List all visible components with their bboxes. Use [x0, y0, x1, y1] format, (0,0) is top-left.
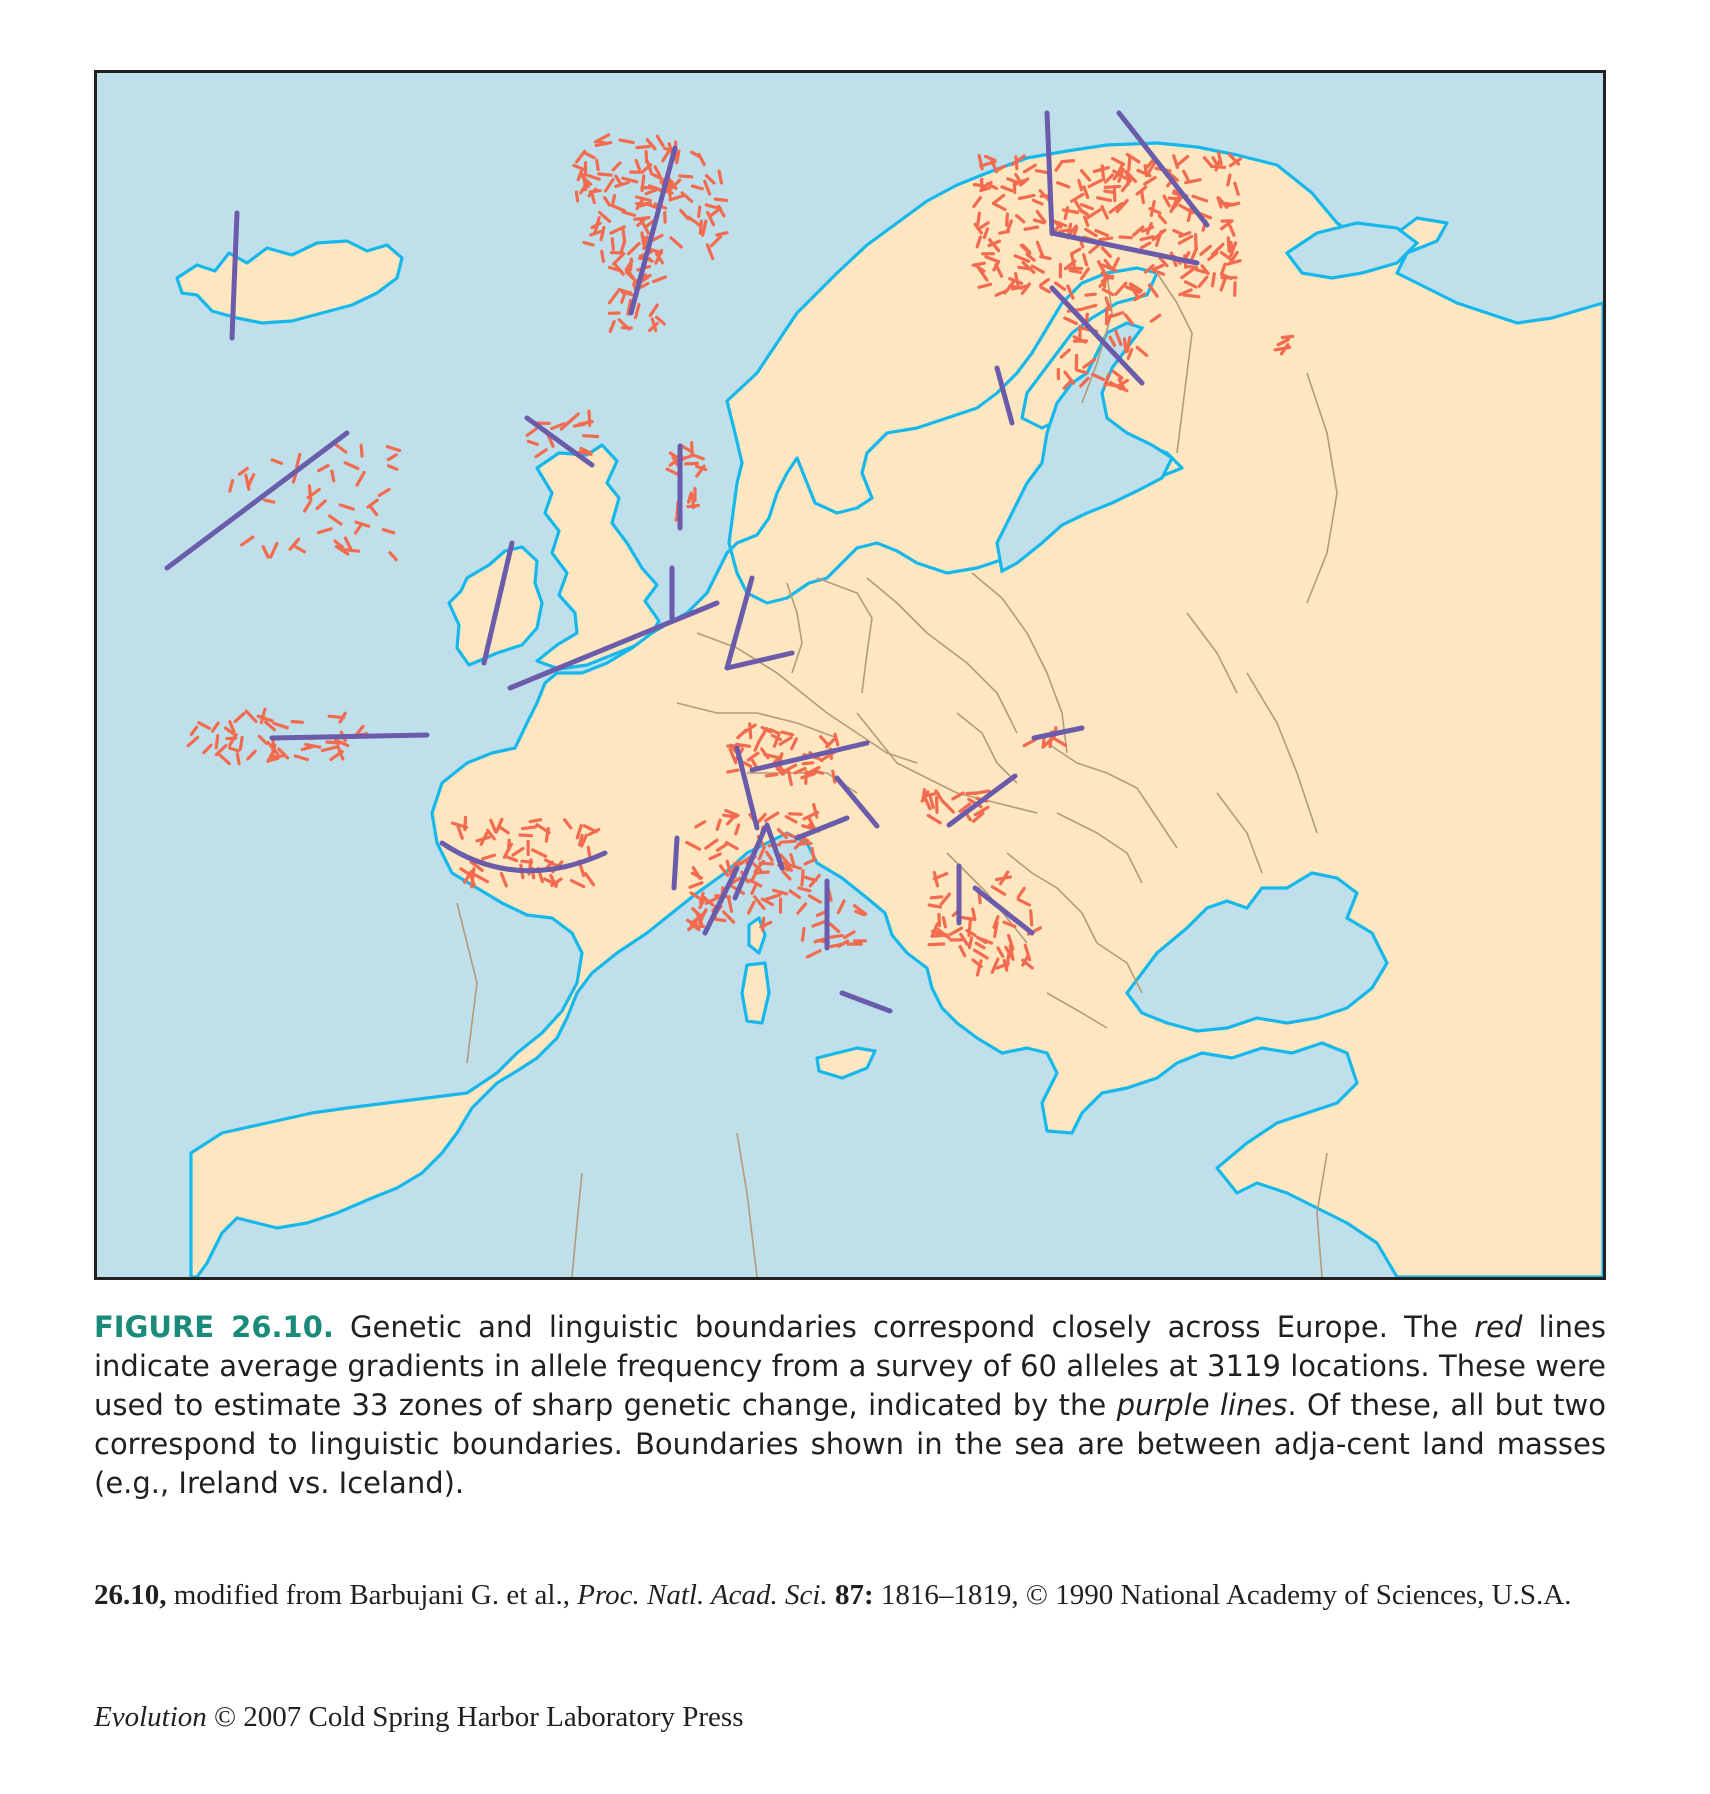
allele-gradient-dash [330, 516, 341, 524]
allele-gradient-dash [703, 221, 706, 235]
allele-gradient-dash [584, 153, 594, 158]
allele-gradient-dash [248, 475, 254, 487]
allele-gradient-dash [345, 463, 358, 469]
allele-gradient-dash [1228, 175, 1230, 185]
allele-gradient-dash [530, 820, 541, 822]
allele-gradient-dash [657, 136, 663, 145]
allele-gradient-dash [799, 888, 810, 891]
allele-gradient-dash [305, 503, 310, 511]
credit-figure-ref: 26.10, [94, 1579, 167, 1611]
allele-gradient-dash [296, 547, 305, 552]
genetic-boundary-line [272, 735, 427, 738]
allele-gradient-dash [799, 843, 811, 844]
allele-gradient-dash [390, 553, 396, 560]
allele-gradient-dash [749, 902, 755, 913]
allele-gradient-dash [653, 235, 662, 240]
allele-gradient-dash [263, 547, 268, 557]
allele-gradient-dash [612, 206, 624, 211]
allele-gradient-dash [803, 929, 805, 941]
allele-gradient-dash [297, 454, 300, 467]
allele-gradient-dash [1120, 237, 1131, 238]
allele-gradient-dash [724, 815, 736, 817]
allele-gradient-dash [199, 723, 210, 729]
allele-gradient-dash [606, 180, 613, 191]
caption-text-2: lines indicate average gradients in allele frequency from a survey of 60 alleles at 3119 locations. These were used to estimate 33 zones of sharp genetic change, indicated by the [94, 1310, 1606, 1422]
allele-gradient-dash [705, 181, 710, 194]
allele-gradient-dash [752, 871, 757, 881]
allele-gradient-dash [230, 481, 233, 492]
allele-gradient-dash [646, 189, 659, 194]
allele-gradient-dash [1060, 230, 1070, 232]
allele-gradient-dash [613, 163, 620, 170]
allele-gradient-dash [332, 471, 334, 481]
allele-gradient-dash [612, 239, 613, 249]
allele-gradient-dash [967, 793, 977, 794]
allele-gradient-dash [692, 186, 702, 189]
allele-gradient-dash [509, 840, 510, 849]
allele-gradient-dash [833, 771, 835, 782]
allele-gradient-dash [750, 724, 751, 738]
genetic-boundary-line [842, 993, 890, 1011]
allele-gradient-dash [1031, 911, 1032, 925]
allele-gradient-dash [692, 443, 693, 454]
allele-gradient-dash [1070, 271, 1080, 273]
allele-gradient-dash [737, 744, 750, 746]
credit-text-1: modified from Barbujani G. et al., [166, 1579, 578, 1611]
allele-gradient-dash [637, 204, 651, 205]
allele-gradient-dash [781, 841, 795, 842]
allele-gradient-dash [389, 466, 397, 470]
allele-gradient-dash [614, 254, 624, 264]
allele-gradient-dash [271, 544, 277, 558]
allele-gradient-dash [388, 455, 396, 460]
allele-gradient-dash [329, 716, 344, 717]
europe-map [94, 70, 1606, 1280]
figure-label: FIGURE 26.10. [94, 1310, 334, 1344]
allele-gradient-dash [845, 932, 855, 938]
allele-gradient-dash [943, 918, 945, 927]
allele-gradient-dash [766, 775, 776, 776]
allele-gradient-dash [387, 447, 399, 451]
allele-gradient-dash [929, 905, 940, 907]
allele-gradient-dash [240, 738, 242, 750]
allele-gradient-dash [230, 748, 239, 751]
allele-gradient-dash [584, 436, 598, 437]
allele-gradient-dash [240, 469, 248, 475]
allele-gradient-dash [1062, 161, 1074, 162]
allele-gradient-dash [1007, 952, 1009, 966]
allele-gradient-dash [839, 941, 848, 946]
allele-gradient-dash [605, 198, 610, 206]
credit-text-2: 1816–1819, © 1990 National Academy of Sciences, U.S.A. [873, 1579, 1572, 1611]
allele-gradient-dash [1100, 238, 1112, 240]
allele-gradient-dash [636, 305, 640, 318]
allele-gradient-dash [302, 747, 313, 750]
allele-gradient-dash [1068, 268, 1081, 269]
allele-gradient-dash [213, 723, 219, 731]
allele-gradient-dash [568, 414, 578, 423]
allele-gradient-dash [803, 763, 812, 764]
allele-gradient-dash [694, 455, 704, 459]
book-title: Evolution [94, 1701, 207, 1733]
allele-gradient-dash [790, 814, 802, 815]
allele-gradient-dash [368, 500, 377, 507]
allele-gradient-dash [783, 872, 790, 879]
allele-gradient-dash [295, 756, 307, 760]
source-credit [94, 1575, 1606, 1616]
allele-gradient-dash [719, 171, 721, 183]
allele-gradient-dash [680, 176, 692, 177]
allele-gradient-dash [804, 877, 816, 880]
allele-gradient-dash [1169, 198, 1180, 199]
allele-gradient-dash [520, 835, 532, 836]
allele-gradient-dash [791, 855, 794, 865]
allele-gradient-dash [1129, 156, 1130, 170]
genetic-boundary-line [167, 433, 347, 568]
allele-gradient-dash [309, 486, 310, 501]
allele-gradient-dash [191, 727, 196, 734]
allele-gradient-dash [1225, 203, 1234, 204]
allele-gradient-dash [345, 550, 359, 552]
allele-gradient-dash [729, 898, 732, 912]
allele-gradient-dash [272, 460, 281, 464]
allele-gradient-dash [616, 176, 621, 184]
allele-gradient-dash [383, 530, 393, 533]
allele-gradient-dash [219, 754, 230, 764]
caption-text-3: . Of these, all but two correspond to linguistic boundaries. Boundaries shown in the sea are between adja-cent land masses (e.g., Ireland vs. Iceland). [94, 1388, 1606, 1500]
allele-gradient-dash [1184, 295, 1199, 297]
allele-gradient-dash [935, 935, 947, 936]
allele-gradient-dash [636, 161, 639, 170]
allele-gradient-dash [188, 737, 198, 745]
allele-gradient-dash [929, 944, 944, 945]
allele-gradient-dash [336, 445, 346, 453]
allele-gradient-dash [706, 205, 716, 208]
allele-gradient-dash [612, 196, 614, 206]
allele-gradient-dash [574, 165, 584, 169]
allele-gradient-dash [962, 917, 975, 919]
allele-gradient-dash [610, 292, 618, 303]
allele-gradient-dash [790, 891, 799, 897]
allele-gradient-dash [623, 230, 625, 242]
allele-gradient-dash [829, 935, 843, 937]
genetic-boundary-line [674, 838, 677, 888]
europe-mainland [191, 143, 1603, 1277]
allele-gradient-dash [686, 463, 698, 464]
allele-gradient-dash [578, 171, 581, 180]
allele-gradient-dash [340, 505, 353, 509]
allele-gradient-dash [248, 751, 255, 759]
allele-gradient-dash [1025, 227, 1038, 229]
allele-gradient-dash [1186, 266, 1197, 267]
sardinia [742, 963, 769, 1023]
allele-gradient-dash [589, 176, 600, 180]
allele-gradient-dash [759, 848, 764, 859]
allele-gradient-dash [767, 852, 773, 860]
allele-gradient-dash [259, 736, 266, 743]
allele-gradient-dash [1125, 339, 1127, 352]
allele-gradient-dash [807, 951, 820, 957]
allele-gradient-dash [1010, 286, 1022, 288]
allele-gradient-dash [371, 507, 377, 515]
allele-gradient-dash [275, 756, 284, 757]
allele-gradient-dash [646, 151, 647, 162]
allele-gradient-dash [663, 150, 670, 161]
allele-gradient-dash [668, 183, 670, 197]
allele-gradient-dash [1105, 187, 1119, 188]
allele-gradient-dash [1282, 336, 1292, 337]
map-canvas [97, 73, 1603, 1277]
allele-gradient-dash [237, 754, 239, 764]
credit-volume: 87: [834, 1579, 874, 1611]
allele-gradient-dash [728, 770, 738, 772]
allele-gradient-dash [597, 160, 598, 169]
allele-gradient-dash [716, 919, 725, 920]
allele-gradient-dash [599, 174, 612, 175]
allele-gradient-dash [261, 709, 265, 722]
allele-gradient-dash [969, 921, 970, 936]
allele-gradient-dash [361, 445, 362, 456]
allele-gradient-dash [274, 723, 288, 728]
allele-gradient-dash [986, 156, 995, 160]
allele-gradient-dash [1041, 257, 1051, 259]
allele-gradient-dash [216, 736, 218, 748]
allele-gradient-dash [536, 450, 546, 457]
allele-gradient-dash [264, 500, 274, 502]
iceland [177, 241, 402, 323]
allele-gradient-dash [345, 538, 351, 550]
allele-gradient-dash [356, 525, 362, 533]
allele-gradient-dash [523, 827, 536, 829]
allele-gradient-dash [969, 938, 971, 948]
allele-gradient-dash [689, 217, 700, 225]
allele-gradient-dash [623, 212, 634, 215]
allele-gradient-dash [637, 147, 649, 148]
allele-gradient-dash [1086, 294, 1095, 295]
allele-gradient-dash [671, 238, 682, 247]
allele-gradient-dash [620, 140, 633, 143]
allele-gradient-dash [242, 537, 253, 545]
allele-gradient-dash [635, 218, 649, 220]
allele-gradient-dash [204, 745, 211, 752]
allele-gradient-dash [379, 489, 389, 495]
allele-gradient-dash [812, 848, 814, 859]
allele-gradient-dash [1105, 191, 1115, 193]
allele-gradient-dash [1213, 274, 1215, 286]
allele-gradient-dash [357, 472, 364, 485]
allele-gradient-dash [712, 237, 721, 246]
allele-gradient-dash [805, 859, 815, 864]
allele-gradient-dash [595, 218, 599, 232]
allele-gradient-dash [717, 233, 727, 235]
allele-gradient-dash [601, 227, 604, 239]
allele-gradient-dash [319, 529, 332, 533]
allele-gradient-dash [1142, 191, 1144, 203]
allele-gradient-dash [292, 722, 302, 723]
allele-gradient-dash [1231, 243, 1232, 254]
allele-gradient-dash [528, 441, 537, 444]
allele-gradient-dash [752, 884, 756, 893]
allele-gradient-dash [1007, 214, 1008, 225]
allele-gradient-dash [670, 196, 683, 200]
allele-gradient-dash [707, 176, 715, 183]
allele-gradient-dash [650, 305, 657, 315]
allele-gradient-dash [767, 895, 780, 899]
caption-text-1: Genetic and linguistic boundaries correspond closely across Europe. The [333, 1310, 1475, 1344]
allele-gradient-dash [774, 890, 787, 894]
allele-gradient-dash [610, 322, 614, 332]
allele-gradient-dash [235, 714, 244, 722]
allele-gradient-dash [600, 212, 610, 221]
allele-gradient-dash [693, 496, 694, 508]
allele-gradient-dash [667, 469, 678, 474]
allele-gradient-dash [699, 154, 704, 164]
allele-gradient-dash [616, 182, 629, 186]
allele-gradient-dash [838, 901, 844, 913]
caption-red-word: red [1474, 1310, 1523, 1344]
allele-gradient-dash [246, 711, 256, 721]
allele-gradient-dash [623, 178, 637, 182]
allele-gradient-dash [763, 918, 764, 930]
allele-gradient-dash [584, 243, 593, 245]
allele-gradient-dash [317, 501, 325, 509]
caption-purple-words: purple lines [1116, 1388, 1288, 1422]
allele-gradient-dash [644, 237, 646, 246]
allele-gradient-dash [978, 213, 980, 225]
allele-gradient-dash [1228, 238, 1229, 251]
allele-gradient-dash [699, 207, 700, 216]
allele-gradient-dash [653, 277, 665, 282]
figure-caption [94, 1308, 1606, 1503]
allele-gradient-dash [527, 429, 536, 435]
allele-gradient-dash [546, 828, 548, 841]
allele-gradient-dash [322, 747, 336, 751]
book-credit-text: © 2007 Cold Spring Harbor Laboratory Press [206, 1701, 744, 1733]
allele-gradient-dash [319, 466, 328, 471]
allele-gradient-dash [809, 896, 820, 902]
sicily [817, 1048, 875, 1078]
allele-gradient-dash [258, 716, 272, 721]
allele-gradient-dash [798, 904, 806, 913]
credit-journal: Proc. Natl. Acad. Sci. [577, 1579, 828, 1611]
allele-gradient-dash [576, 192, 577, 201]
allele-gradient-dash [802, 871, 803, 885]
allele-gradient-dash [931, 897, 941, 898]
allele-gradient-dash [715, 199, 726, 200]
allele-gradient-dash [700, 221, 701, 233]
allele-gradient-dash [465, 817, 466, 829]
allele-gradient-dash [602, 251, 604, 261]
book-credit [94, 1697, 1606, 1738]
allele-gradient-dash [629, 244, 639, 254]
allele-gradient-dash [689, 493, 692, 502]
allele-gradient-dash [642, 176, 644, 190]
allele-gradient-dash [830, 924, 839, 931]
